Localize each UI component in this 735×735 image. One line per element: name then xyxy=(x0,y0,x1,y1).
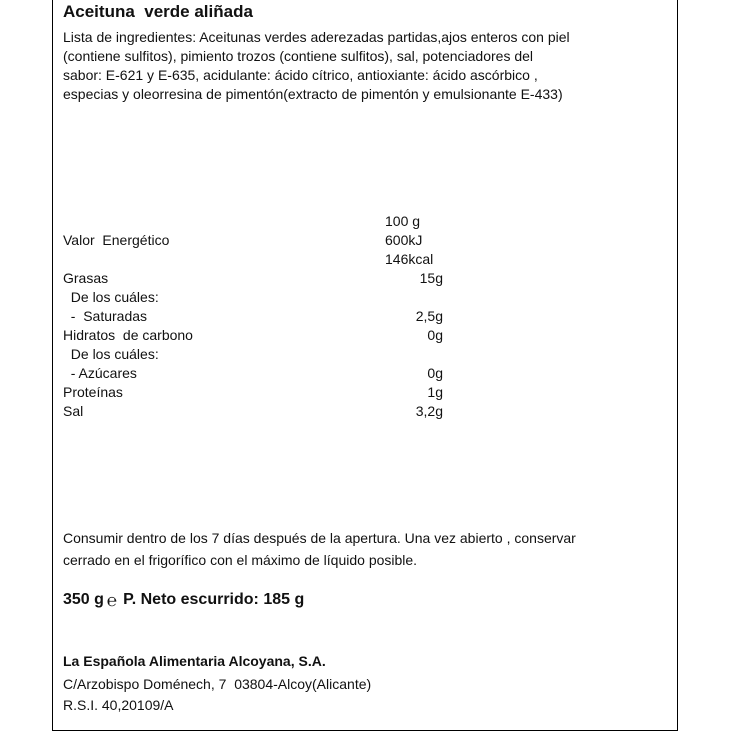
nutrition-label: Hidratos de carbono xyxy=(63,327,193,343)
nutrition-label: Sal xyxy=(63,403,84,419)
nutrition-row xyxy=(63,383,443,402)
nutrition-value: 146kcal xyxy=(385,251,434,267)
nutrition-label: De los cuáles: xyxy=(63,289,159,305)
nutrition-label: De los cuáles: xyxy=(63,346,159,362)
nutrition-label: Valor Energético xyxy=(63,232,170,248)
ingredients-line: sabor: E-621 y E-635, acidulante: ácido cítrico, antioxiante: ácido ascórbico , xyxy=(63,67,538,83)
nutrition-row xyxy=(63,402,443,421)
ingredients-line: (contiene sulfitos), pimiento trozos (contiene sulfitos), sal, potenciadores del xyxy=(63,48,534,64)
nutrition-value: 15g xyxy=(419,270,443,286)
net-weight: 350 g xyxy=(63,591,104,608)
ingredients-line: especias y oleorresina de pimentón(extracto de pimentón y emulsionante E-433) xyxy=(63,86,563,102)
drained-weight: P. Neto escurrido: 185 g xyxy=(123,591,305,608)
nutrition-label: Grasas xyxy=(63,270,109,286)
storage-instructions xyxy=(63,527,673,571)
nutrition-row xyxy=(63,288,443,307)
storage-line: cerrado en el frigorífico con el máximo de líquido posible. xyxy=(63,552,418,568)
storage-line: Consumir dentro de los 7 días después de la apertura. Una vez abierto , conservar xyxy=(63,530,576,546)
ingredients-line: Lista de ingredientes: Aceitunas verdes aderezadas partidas,ajos enteros con piel xyxy=(63,29,570,45)
nutrition-label: - Azúcares xyxy=(63,365,137,381)
nutrition-label: - Saturadas xyxy=(63,308,148,324)
product-title: Aceituna verde aliñada xyxy=(63,2,253,21)
nutrition-value: 2,5g xyxy=(415,308,443,324)
nutrition-row xyxy=(63,231,443,250)
address-line: C/Arzobispo Doménech, 7 03804-Alcoy(Alicante) xyxy=(63,676,372,692)
company-name: La Española Alimentaria Alcoyana, S.A. xyxy=(63,653,326,669)
nutrition-row xyxy=(63,250,443,269)
weight-line xyxy=(63,591,304,609)
nutrition-row xyxy=(63,345,443,364)
company-address xyxy=(63,674,371,716)
nutrition-row xyxy=(63,269,443,288)
nutrition-value: 3,2g xyxy=(415,403,443,419)
nutrition-row xyxy=(63,307,443,326)
nutrition-row xyxy=(63,364,443,383)
estimated-sign-icon: ℮ xyxy=(106,590,118,610)
nutrition-value: 0g xyxy=(427,327,443,343)
ingredients-list xyxy=(63,28,663,104)
nutrition-table xyxy=(63,212,443,421)
nutrition-value: 1g xyxy=(427,384,443,400)
nutrition-row xyxy=(63,326,443,345)
nutrition-value: 600kJ xyxy=(385,232,423,248)
nutrition-label: Proteínas xyxy=(63,384,123,400)
nutrition-value: 0g xyxy=(427,365,443,381)
nutrition-header: 100 g xyxy=(385,213,421,229)
registry-number: R.S.I. 40,20109/A xyxy=(63,697,174,713)
nutrition-header-row xyxy=(63,212,443,231)
